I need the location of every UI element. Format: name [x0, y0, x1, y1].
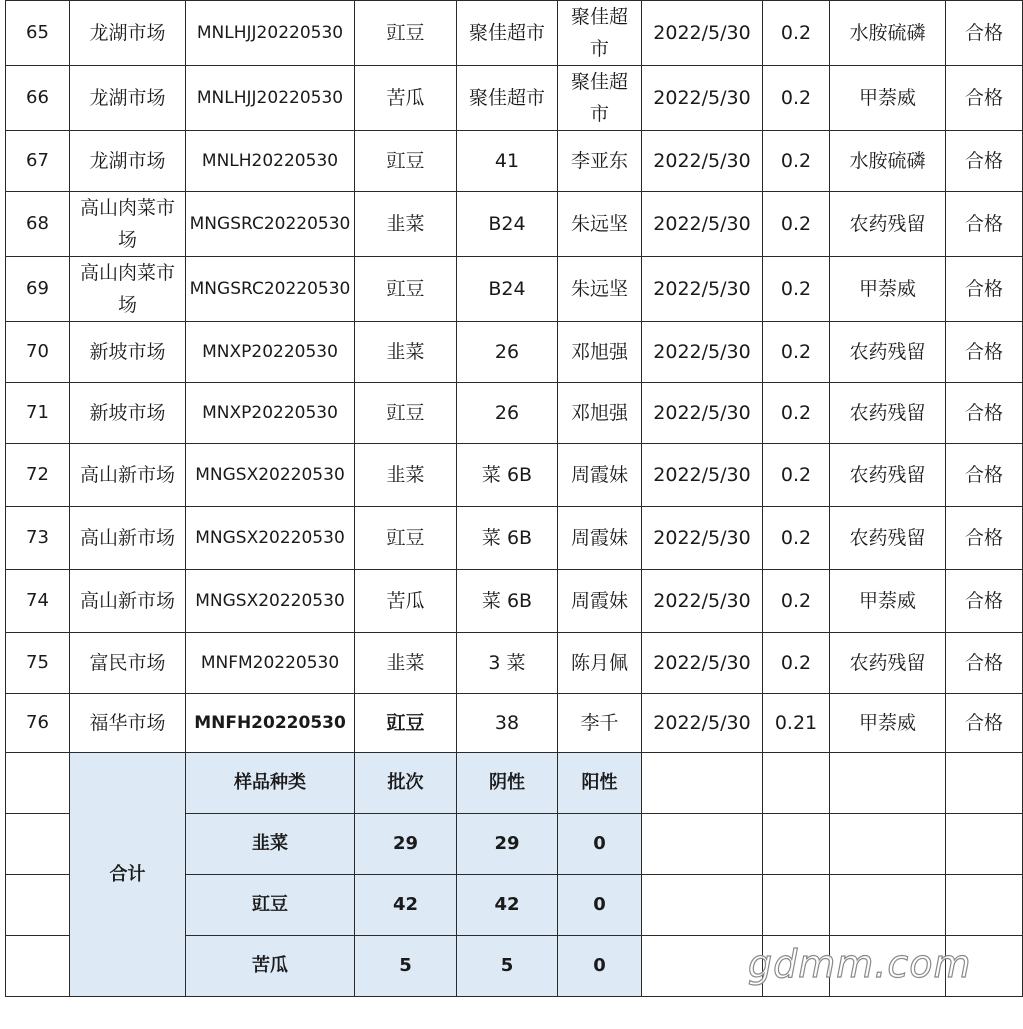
row-number: 76: [6, 694, 70, 753]
stall-cell: 41: [457, 131, 558, 192]
summary-blank-cell: [642, 814, 763, 875]
summary-blank-cell: [830, 753, 946, 814]
sample-name-cell: 韭菜: [355, 322, 457, 383]
summary-header-kind: 样品种类: [186, 753, 355, 814]
row-number: 74: [6, 570, 70, 633]
sample-code-cell: MNGSX20220530: [186, 444, 355, 507]
table-row: [6, 383, 1023, 444]
amount-cell: 0.2: [763, 507, 830, 570]
row-number: 69: [6, 257, 70, 322]
vendor-cell: 朱远坚: [558, 257, 642, 322]
sample-code-cell: MNGSX20220530: [186, 507, 355, 570]
table-row: [6, 507, 1023, 570]
amount-cell: 0.2: [763, 257, 830, 322]
table-row: [6, 694, 1023, 753]
test-item-cell: 农药残留: [830, 507, 946, 570]
summary-kind-cell: 豇豆: [186, 875, 355, 936]
sample-code-cell: MNLHJJ20220530: [186, 1, 355, 66]
date-cell: 2022/5/30: [642, 1, 763, 66]
test-item-cell: 农药残留: [830, 633, 946, 694]
amount-cell: 0.2: [763, 633, 830, 694]
summary-header-positive: 阳性: [558, 753, 642, 814]
date-cell: 2022/5/30: [642, 257, 763, 322]
sample-name-cell: 豇豆: [355, 1, 457, 66]
test-item-cell: 甲萘威: [830, 694, 946, 753]
sample-name-cell: 豇豆: [355, 383, 457, 444]
sample-name-cell: 苦瓜: [355, 66, 457, 131]
stall-cell: 3 菜: [457, 633, 558, 694]
test-item-cell: 农药残留: [830, 383, 946, 444]
sample-code-cell: MNFH20220530: [186, 694, 355, 753]
result-cell: 合格: [946, 1, 1023, 66]
sample-code-cell: MNGSRC20220530: [186, 192, 355, 257]
stall-cell: 聚佳超市: [457, 1, 558, 66]
summary-blank-cell: [946, 875, 1023, 936]
summary-blank-cell: [6, 875, 70, 936]
sample-code-cell: MNXP20220530: [186, 383, 355, 444]
market-cell: 高山新市场: [70, 570, 186, 633]
result-cell: 合格: [946, 633, 1023, 694]
table-row: [6, 66, 1023, 131]
stall-cell: B24: [457, 257, 558, 322]
table-row: [6, 444, 1023, 507]
table-body: [6, 1, 1023, 997]
amount-cell: 0.2: [763, 131, 830, 192]
summary-batches-cell: 29: [355, 814, 457, 875]
summary-blank-cell: [763, 814, 830, 875]
test-item-cell: 甲萘威: [830, 66, 946, 131]
stall-cell: B24: [457, 192, 558, 257]
table-row: [6, 1, 1023, 66]
stall-cell: 菜 6B: [457, 444, 558, 507]
summary-blank-cell: [830, 936, 946, 997]
vendor-cell: 李亚东: [558, 131, 642, 192]
sample-code-cell: MNFM20220530: [186, 633, 355, 694]
amount-cell: 0.2: [763, 570, 830, 633]
summary-batches-cell: 42: [355, 875, 457, 936]
table-row: [6, 633, 1023, 694]
market-cell: 龙湖市场: [70, 131, 186, 192]
row-number: 68: [6, 192, 70, 257]
sample-name-cell: 豇豆: [355, 257, 457, 322]
summary-total-label: 合计: [70, 753, 186, 997]
vendor-cell: 周霞妹: [558, 507, 642, 570]
amount-cell: 0.21: [763, 694, 830, 753]
summary-kind-cell: 韭菜: [186, 814, 355, 875]
summary-blank-cell: [763, 936, 830, 997]
test-item-cell: 甲萘威: [830, 257, 946, 322]
summary-negative-cell: 29: [457, 814, 558, 875]
stall-cell: 26: [457, 322, 558, 383]
row-number: 75: [6, 633, 70, 694]
market-cell: 高山新市场: [70, 444, 186, 507]
summary-blank-cell: [946, 936, 1023, 997]
sample-name-cell: 豇豆: [355, 694, 457, 753]
summary-positive-cell: 0: [558, 814, 642, 875]
row-number: 67: [6, 131, 70, 192]
vendor-cell: 聚佳超市: [558, 66, 642, 131]
sample-name-cell: 豇豆: [355, 131, 457, 192]
market-cell: 新坡市场: [70, 322, 186, 383]
summary-header-row: [6, 753, 1023, 814]
market-cell: 福华市场: [70, 694, 186, 753]
date-cell: 2022/5/30: [642, 444, 763, 507]
date-cell: 2022/5/30: [642, 322, 763, 383]
result-cell: 合格: [946, 131, 1023, 192]
vendor-cell: 聚佳超市: [558, 1, 642, 66]
test-item-cell: 农药残留: [830, 444, 946, 507]
stall-cell: 38: [457, 694, 558, 753]
summary-blank-cell: [763, 875, 830, 936]
amount-cell: 0.2: [763, 192, 830, 257]
row-number: 72: [6, 444, 70, 507]
market-cell: 龙湖市场: [70, 1, 186, 66]
row-number: 73: [6, 507, 70, 570]
date-cell: 2022/5/30: [642, 570, 763, 633]
summary-blank-cell: [830, 875, 946, 936]
vendor-cell: 朱远坚: [558, 192, 642, 257]
row-number: 71: [6, 383, 70, 444]
test-item-cell: 甲萘威: [830, 570, 946, 633]
summary-blank-cell: [642, 875, 763, 936]
summary-blank-cell: [6, 814, 70, 875]
market-cell: 高山肉菜市场: [70, 257, 186, 322]
row-number: 66: [6, 66, 70, 131]
summary-header-negative: 阴性: [457, 753, 558, 814]
summary-negative-cell: 42: [457, 875, 558, 936]
vendor-cell: 周霞妹: [558, 444, 642, 507]
sample-name-cell: 豇豆: [355, 507, 457, 570]
sample-name-cell: 韭菜: [355, 192, 457, 257]
date-cell: 2022/5/30: [642, 192, 763, 257]
vendor-cell: 邓旭强: [558, 322, 642, 383]
amount-cell: 0.2: [763, 444, 830, 507]
summary-batches-cell: 5: [355, 936, 457, 997]
sample-code-cell: MNGSX20220530: [186, 570, 355, 633]
amount-cell: 0.2: [763, 322, 830, 383]
summary-negative-cell: 5: [457, 936, 558, 997]
sample-code-cell: MNLHJJ20220530: [186, 66, 355, 131]
summary-blank-cell: [946, 753, 1023, 814]
sample-code-cell: MNLH20220530: [186, 131, 355, 192]
result-cell: 合格: [946, 507, 1023, 570]
row-number: 65: [6, 1, 70, 66]
sample-name-cell: 苦瓜: [355, 570, 457, 633]
date-cell: 2022/5/30: [642, 694, 763, 753]
test-item-cell: 农药残留: [830, 192, 946, 257]
market-cell: 龙湖市场: [70, 66, 186, 131]
date-cell: 2022/5/30: [642, 66, 763, 131]
summary-positive-cell: 0: [558, 875, 642, 936]
table-row: [6, 322, 1023, 383]
sample-name-cell: 韭菜: [355, 444, 457, 507]
result-cell: 合格: [946, 322, 1023, 383]
site-watermark: gdmm.com: [748, 942, 972, 986]
summary-blank-cell: [642, 936, 763, 997]
date-cell: 2022/5/30: [642, 131, 763, 192]
stall-cell: 菜 6B: [457, 507, 558, 570]
amount-cell: 0.2: [763, 66, 830, 131]
test-item-cell: 水胺硫磷: [830, 131, 946, 192]
market-cell: 富民市场: [70, 633, 186, 694]
vendor-cell: 陈月佩: [558, 633, 642, 694]
amount-cell: 0.2: [763, 383, 830, 444]
result-cell: 合格: [946, 444, 1023, 507]
result-cell: 合格: [946, 383, 1023, 444]
result-cell: 合格: [946, 570, 1023, 633]
summary-kind-cell: 苦瓜: [186, 936, 355, 997]
summary-blank-cell: [763, 753, 830, 814]
market-cell: 高山新市场: [70, 507, 186, 570]
amount-cell: 0.2: [763, 1, 830, 66]
table-row: [6, 257, 1023, 322]
result-cell: 合格: [946, 257, 1023, 322]
summary-blank-cell: [830, 814, 946, 875]
summary-blank-cell: [6, 936, 70, 997]
summary-header-batches: 批次: [355, 753, 457, 814]
summary-positive-cell: 0: [558, 936, 642, 997]
vendor-cell: 李千: [558, 694, 642, 753]
inspection-results-table: [5, 0, 1023, 997]
market-cell: 新坡市场: [70, 383, 186, 444]
table-row: [6, 192, 1023, 257]
summary-blank-cell: [642, 753, 763, 814]
summary-blank-cell: [6, 753, 70, 814]
vendor-cell: 周霞妹: [558, 570, 642, 633]
market-cell: 高山肉菜市场: [70, 192, 186, 257]
stall-cell: 菜 6B: [457, 570, 558, 633]
sample-code-cell: MNXP20220530: [186, 322, 355, 383]
test-item-cell: 农药残留: [830, 322, 946, 383]
result-cell: 合格: [946, 192, 1023, 257]
date-cell: 2022/5/30: [642, 507, 763, 570]
result-cell: 合格: [946, 694, 1023, 753]
row-number: 70: [6, 322, 70, 383]
result-cell: 合格: [946, 66, 1023, 131]
stall-cell: 聚佳超市: [457, 66, 558, 131]
table-row: [6, 570, 1023, 633]
table-row: [6, 131, 1023, 192]
sample-name-cell: 韭菜: [355, 633, 457, 694]
vendor-cell: 邓旭强: [558, 383, 642, 444]
stall-cell: 26: [457, 383, 558, 444]
summary-blank-cell: [946, 814, 1023, 875]
date-cell: 2022/5/30: [642, 633, 763, 694]
test-item-cell: 水胺硫磷: [830, 1, 946, 66]
date-cell: 2022/5/30: [642, 383, 763, 444]
sample-code-cell: MNGSRC20220530: [186, 257, 355, 322]
